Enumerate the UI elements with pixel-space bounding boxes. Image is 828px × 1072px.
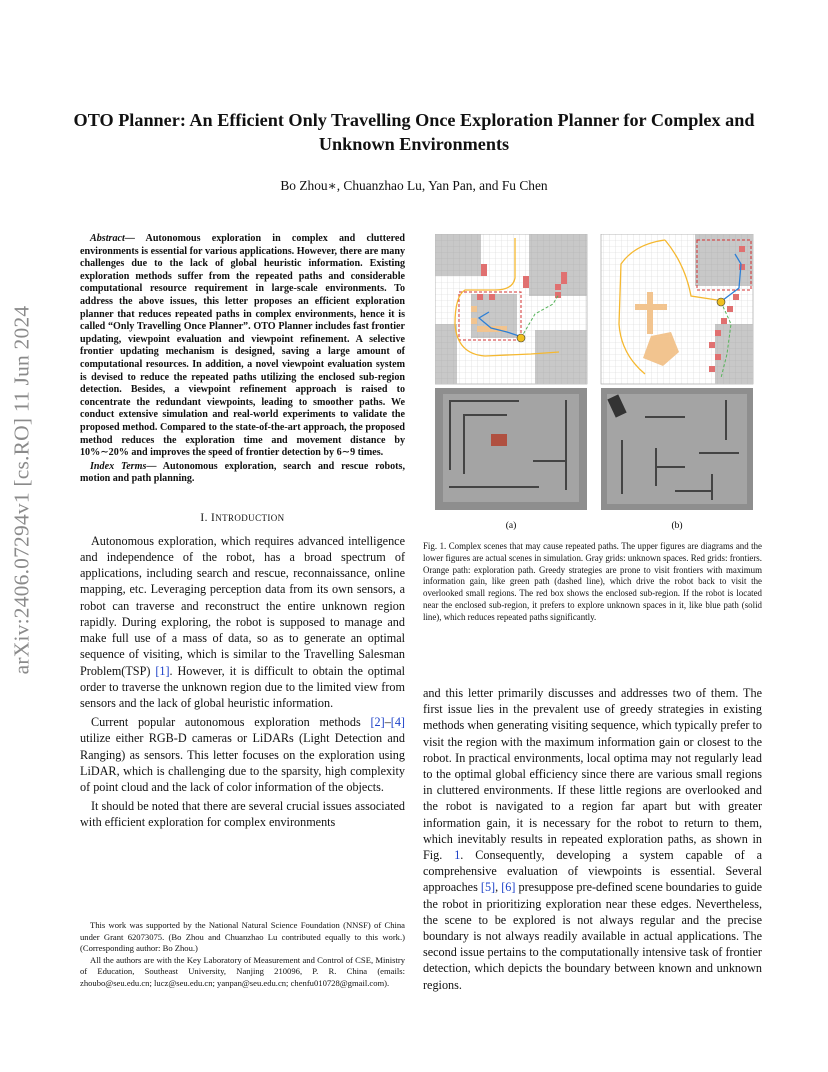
subfigure-label-b: (b)	[671, 521, 683, 531]
citation-link[interactable]: [4]	[390, 715, 405, 730]
paper-title: OTO Planner: An Efficient Only Travelling Once Exploration Planner for Complex and Unknown Environments	[73, 110, 755, 154]
section-heading-introduction: I. INTRODUCTION	[200, 511, 285, 524]
right-text-a: and this letter primarily discusses and addresses two of them. The first issue lies in the prevalent use of greedy strategies in existing methods when generating visiting sequence, which typically prefer to visit the region with the maximum information gain or closest to the robot. In practical environments, local optima may not regularly lead to the optimal global efficiency since there are various small regions in cluttered environments. If these little regions are overlooked and the robot is navigated to a region far apart but with greater information gain, it is necessary for the robot to return to them, which inevitably results in repeated exploration paths, as shown in Fig.	[423, 686, 762, 863]
citation-link[interactable]: [2]	[370, 715, 385, 730]
intro-p1-text-b: . However, it is difficult to obtain the optimal order to traverse the unknown region due to the limited view from sensors and the lack of global heuristic information.	[80, 663, 406, 710]
abstract-label: Abstract	[90, 233, 125, 244]
intro-p2-text-b: utilize either RGB-D cameras or LiDARs (Light Detection and Ranging) as sensors. This letter focuses on the exploration using LiDAR, which is challenging due to the sparsity, high complexity of point cloud and the lack of color information of the objects.	[80, 731, 405, 794]
citation-link[interactable]: [6]	[501, 880, 516, 895]
right-paragraph	[423, 685, 762, 993]
right-text-b: . Consequently, developing a system capable of a comprehensive evaluation of viewpoints is essential. Several approaches	[423, 848, 762, 895]
abstract	[80, 233, 405, 460]
citation-link[interactable]: [1]	[155, 663, 170, 678]
intro-paragraph-3: It should be noted that there are several crucial issues associated with efficient exploration for complex environments	[80, 799, 405, 830]
intro-p2-text-a: Current popular autonomous exploration methods	[91, 715, 371, 730]
subfigure-label-a: (a)	[505, 521, 517, 531]
diagram-a	[435, 234, 587, 384]
author-list: Bo Zhou∗, Chuanzhao Lu, Yan Pan, and Fu Chen	[280, 178, 548, 193]
footnote-affiliation: All the authors are with the Key Laboratory of Measurement and Control of CSE, Ministry of Education, Southeast University, Nanjing 210096, P. R. China (emails: zhoubo@seu.edu.cn; lucz@seu.edu.cn; yanpan@seu.edu.cn; chenfu010728@gmail.com).	[80, 954, 405, 988]
footnotes	[80, 920, 405, 989]
simulation-scene-b	[601, 388, 753, 510]
right-text-c: presuppose pre-defined scene boundaries to guide the robot in prioritizing exploration near these edges. Nevertheless, the scene to be explored is not always regular and the precise boundary is not always readily available in actual applications. The second issue pertains to the computationally intensive task of frontier detection, which depicts the boundary between known and unknown regions.	[423, 880, 762, 992]
index-terms-text: — Autonomous exploration, search and rescue robots, motion and path planning.	[80, 460, 405, 485]
right-comma: ,	[495, 880, 502, 895]
diagram-b	[601, 234, 753, 384]
simulation-scene-a	[435, 388, 587, 510]
arxiv-id-text: arXiv:2406.07294v1 [cs.RO] 11 Jun 2024	[9, 305, 34, 675]
figure-1	[435, 234, 763, 534]
figure-caption: Fig. 1. Complex scenes that may cause repeated paths. The upper figures are diagrams and the lower figures are actual scenes in simulation. Gray grids: unknown spaces. Red grids: frontiers. Orange path: exploration path. Greedy strategies are prone to visit frontiers with maximum information gain, like green path (dashed line), which drive the robot back to visit the overlooked small regions. The red box shows the enclosed sub-region. If the robot is located near the enclosed sub-region, it prefers to explore unknown spaces in it, like blue path (solid line), which reduces repeated paths significantly.	[423, 541, 762, 622]
figure-reference-link[interactable]: 1	[454, 848, 461, 863]
intro-p1-text-a: Autonomous exploration, which requires advanced intelligence and independence of the robot, has a broad spectrum of applications, including search and rescue, reconnaissance, online mapping, etc. Leveraging perception data from its own sensors, a robot can traverse and reconstruct the entire unknown region rapidly. During exploring, the robot is supposed to manage and make full use of a mass of data, so as to generate an optimal sequence of visiting, which is similar to the Travelling Salesman Problem(TSP)	[80, 533, 405, 678]
abstract-text: — Autonomous exploration in complex and cluttered environments is essential for various applications. However, there are many challenges due to the lack of global heuristic information. Existing exploration methods suffer from the repeated paths and considerable computational resource requirement in large-scale environments. To address the above issues, this letter proposes an efficient exploration planner that reduces repeated paths in complex environments, hence it is called “Only Travelling Once Planner”. OTO Planner includes fast frontier updating, viewpoint evaluation and viewpoint refinement. A selective frontier updating mechanism is designed, saving a large amount of computational resources. In addition, a novel viewpoint evaluation system is devised to reduce the repeated paths utilizing the enclosed sub-region detection. Besides, a viewpoint refinement approach is raised to concentrate the redundant viewpoints, leading to smoother paths. We conduct extensive simulation and real-world experiments to validate the proposed method. Compared to the state-of-the-art approach, the proposed method reduces the exploration time and movement distance by 10%∼20% and improves the speed of frontier detection by 6∼9 times.	[80, 233, 405, 459]
intro-p2-dash: –	[384, 715, 391, 730]
index-terms	[80, 461, 405, 486]
index-terms-label: Index Terms	[90, 460, 147, 472]
arxiv-identifier	[2, 280, 42, 700]
intro-paragraph-2	[80, 714, 405, 795]
intro-paragraph-1	[80, 533, 405, 711]
footnote-funding: This work was supported by the National Natural Science Foundation (NNSF) of China under Grant 62073075. (Bo Zhou and Chuanzhao Lu contributed equally to this work.) (Corresponding author: Bo Zhou.)	[80, 920, 405, 953]
citation-link[interactable]: [5]	[480, 880, 496, 895]
left-column	[80, 233, 405, 831]
right-column	[423, 685, 762, 993]
